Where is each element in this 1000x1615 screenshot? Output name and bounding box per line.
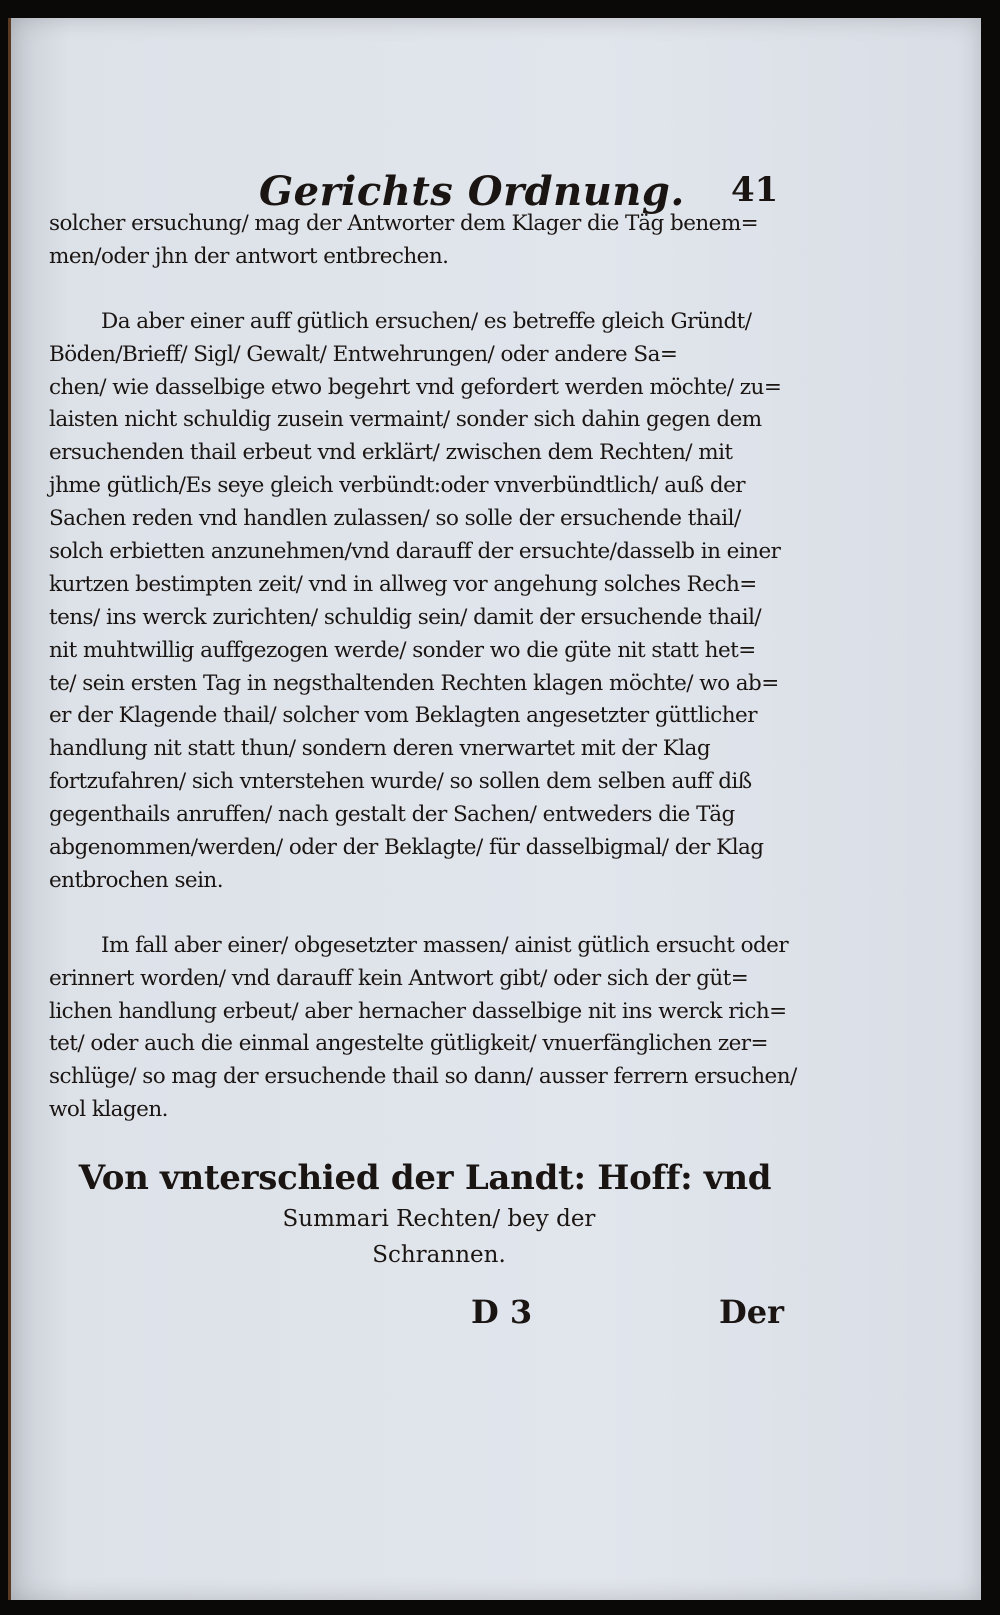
text-line: Böden/Brieff/ Sigl/ Gewalt/ Entwehrungen/ oder andere Sa= — [49, 341, 678, 367]
text-line: solcher ersuchung/ mag der Antworter dem Klager die Täg benem= — [49, 211, 759, 236]
text-line: kurtzen bestimpten zeit/ vnd in allweg vor angehung solches Rech= — [49, 571, 757, 597]
text-line: nit muhtwillig auffgezogen werde/ sonder wo die güte nit statt het= — [49, 637, 756, 663]
paragraph-3 — [49, 930, 797, 1127]
header-title: Gerichts Ordnung. — [259, 168, 685, 215]
paragraph-2 — [49, 306, 789, 898]
text-line: erinnert worden/ vnd darauff kein Antwort gibt/ oder sich der güt= — [49, 965, 749, 991]
page-number: 41 — [731, 170, 779, 210]
signature-mark: D 3 — [471, 1293, 533, 1332]
text-line: Im fall aber einer/ obgesetzter massen/ ainist gütlich ersucht oder — [101, 932, 789, 958]
text-line: laisten nicht schuldig zusein vermaint/ sonder sich dahin gegen dem — [49, 407, 762, 433]
text-line: ersuchenden thail erbeut vnd erklärt/ zwischen dem Rechten/ mit — [49, 440, 733, 466]
text-line: te/ sein ersten Tag in negsthaltenden Rechten klagen möchte/ wo ab= — [49, 670, 779, 696]
book-page — [8, 18, 981, 1600]
text-line: wol klagen. — [49, 1097, 168, 1123]
text-line: solch erbietten anzunehmen/vnd darauff der ersuchte/dasselb in einer — [49, 539, 781, 565]
text-line: handlung nit statt thun/ sondern deren vnerwartet mit der Klag — [49, 736, 711, 762]
section-heading-line: Summari Rechten/ bey der — [282, 1206, 596, 1233]
text-line: tens/ ins werck zurichten/ schuldig sein/ damit der ersuchende thail/ — [49, 604, 762, 630]
page-footer — [49, 1283, 789, 1343]
running-header — [49, 146, 789, 215]
text-line: tet/ oder auch die einmal angestelte gütligkeit/ vnuerfänglichen zer= — [49, 1031, 768, 1057]
text-line: lichen handlung erbeut/ aber hernacher dasselbige nit ins werck rich= — [49, 998, 787, 1024]
text-line: Sachen reden vnd handlen zulassen/ so solle der ersuchende thail/ — [49, 506, 741, 532]
text-line: abgenommen/werden/ oder der Beklagte/ für dasselbigmal/ der Klag — [49, 835, 764, 861]
text-line: chen/ wie dasselbige etwo begehrt vnd gefordert werden möchte/ zu= — [49, 374, 782, 400]
text-line: schlüge/ so mag der ersuchende thail so dann/ ausser ferrern ersuchen/ — [49, 1064, 797, 1090]
section-heading — [49, 1155, 789, 1273]
text-line: er der Klagende thail/ solcher vom Beklagten angesetzter güttlicher — [49, 703, 757, 729]
catchword: Der — [719, 1293, 784, 1332]
text-line: fortzufahren/ sich vnterstehen wurde/ so sollen dem selben auff diß — [49, 769, 752, 795]
text-line: gegenthails anruffen/ nach gestalt der Sachen/ entweders die Täg — [49, 802, 735, 828]
text-line: Da aber einer auff gütlich ersuchen/ es betreffe gleich Gründt/ — [101, 308, 752, 334]
text-line: jhme gütlich/Es seye gleich verbündt:oder vnverbündtlich/ auß der — [49, 473, 745, 499]
text-block — [49, 146, 797, 1343]
section-heading-line: Von vnterschied der Landt: Hoff: vnd — [78, 1158, 772, 1199]
text-line: entbrochen sein. — [49, 867, 224, 893]
section-heading-line: Schrannen. — [372, 1242, 506, 1269]
paragraph-1 — [49, 208, 789, 274]
text-line: men/oder jhn der antwort entbrechen. — [49, 243, 449, 269]
